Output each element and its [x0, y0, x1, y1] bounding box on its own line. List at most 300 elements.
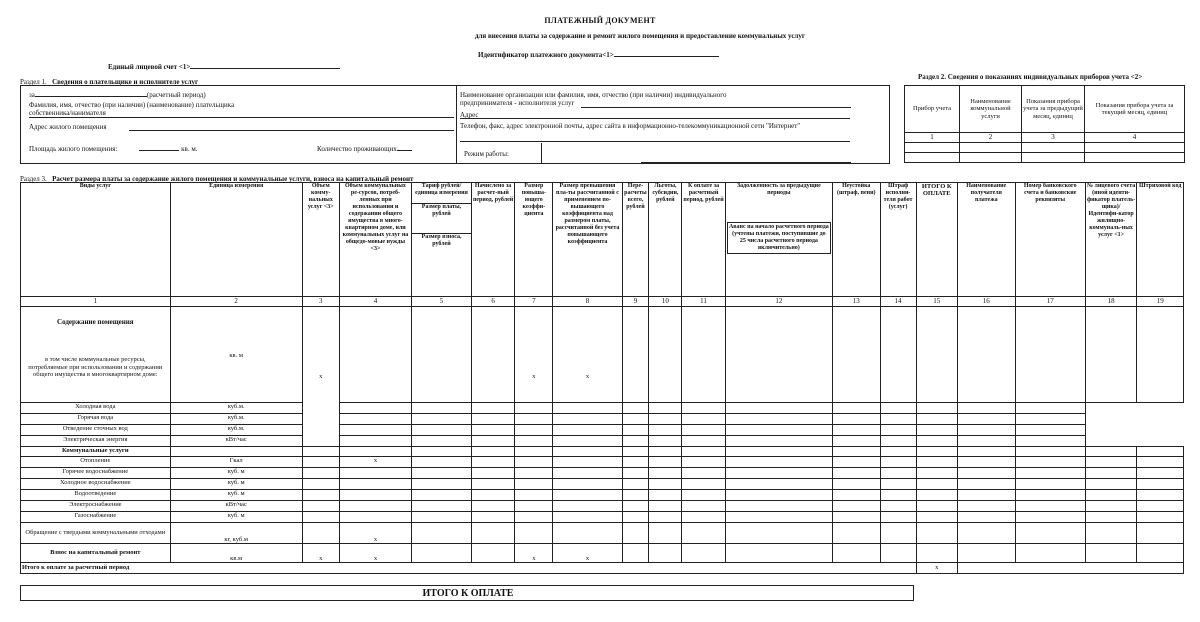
utility-row — [21, 479, 1184, 490]
cell — [302, 447, 339, 457]
cell — [515, 447, 553, 457]
cell — [1085, 468, 1137, 479]
s2-header-service: Наименование коммунальной услуги — [960, 86, 1022, 133]
section2-caption: Раздел 2. Сведения о показаниях индивидуальных приборов учета <2> — [918, 73, 1143, 81]
cell — [880, 523, 916, 544]
payment-identifier-label: Идентификатор платежного документа<1> — [478, 51, 614, 59]
cell — [471, 447, 514, 457]
cell — [412, 436, 472, 447]
cell — [682, 436, 725, 447]
cell — [833, 512, 880, 523]
cell — [515, 436, 553, 447]
h-accrued: Начислено за расчет-ный период, рублей — [471, 183, 514, 297]
cell — [880, 490, 916, 501]
work-hours: Режим работы: — [464, 150, 509, 158]
sub-row-unit: куб.м. — [170, 425, 302, 436]
section3-num: Раздел 3. — [20, 175, 47, 183]
cell — [880, 414, 916, 425]
cell — [622, 544, 649, 563]
cell — [682, 479, 725, 490]
cell — [515, 403, 553, 414]
section3-title: Расчет размера платы за содержание жилого помещения и коммунальные услуги, взноса на капитальный ремонт — [52, 175, 414, 183]
s2-cell — [1022, 153, 1085, 163]
cell — [957, 501, 1015, 512]
cell — [1015, 457, 1085, 468]
cell — [1015, 544, 1085, 563]
cell — [916, 436, 957, 447]
cell — [682, 447, 725, 457]
cell — [412, 447, 472, 457]
h-debt: Задолженность за предыдущие периоды — [725, 183, 832, 204]
cell — [515, 501, 553, 512]
cell — [553, 403, 622, 414]
maintenance-c3-x: x — [319, 373, 323, 380]
cell — [1137, 307, 1184, 403]
cell — [957, 523, 1015, 544]
cell — [833, 403, 880, 414]
h-tariff: Тариф рублей/единица измерения — [412, 183, 472, 204]
h-unit: Единица измерения — [170, 183, 302, 297]
cell — [622, 479, 649, 490]
cell — [1015, 447, 1085, 457]
s2-header-curr: Показания прибора учета за текущий месяц, единиц — [1085, 86, 1185, 133]
area-unit: кв. м. — [181, 145, 198, 153]
cell — [682, 512, 725, 523]
cell — [302, 523, 339, 544]
cell — [302, 457, 339, 468]
cell — [412, 501, 472, 512]
address-line — [129, 130, 454, 131]
cell — [833, 501, 880, 512]
cell — [880, 457, 916, 468]
col-num: 3 — [302, 297, 339, 307]
col-num: 16 — [957, 297, 1015, 307]
cell — [412, 479, 472, 490]
cell — [339, 447, 411, 457]
col-num: 10 — [649, 297, 682, 307]
cell — [916, 501, 957, 512]
cell — [880, 544, 916, 563]
cell — [649, 501, 682, 512]
cell — [471, 468, 514, 479]
cell — [682, 307, 725, 403]
cell — [880, 436, 916, 447]
cell — [339, 425, 411, 436]
s2-cell — [1085, 153, 1185, 163]
maintenance-title: Содержание помещения — [57, 318, 134, 326]
cell — [622, 436, 649, 447]
sub-row-unit: кВт/час — [170, 436, 302, 447]
period-label: (расчетный период) — [146, 91, 206, 99]
utility-c4 — [339, 490, 411, 501]
utility-unit: куб. м — [170, 490, 302, 501]
cell — [471, 523, 514, 544]
cell — [725, 457, 832, 468]
cell — [471, 512, 514, 523]
cell — [833, 457, 880, 468]
cell — [1137, 490, 1184, 501]
cell — [957, 436, 1015, 447]
cell — [649, 490, 682, 501]
org-address: Адрес — [460, 111, 479, 119]
work-hours-divider — [541, 143, 542, 163]
cell — [1015, 523, 1085, 544]
h-advance — [725, 204, 832, 297]
h-bank: Номер банковского счета и банковские реквизиты — [1015, 183, 1085, 297]
cell — [412, 490, 472, 501]
cell — [412, 307, 472, 403]
document-subtitle: для внесения платы за содержание и ремонт жилого помещения и предоставление коммунальных услуг — [474, 32, 806, 40]
cell — [622, 468, 649, 479]
cell — [880, 512, 916, 523]
h-common-volume: Объем коммунальных ре-сурсов, потреб-ленных при использовании и содержании общего имущества в много-квартирном доме, или коммунальных услуг на общедо-мовые нужды <3> — [339, 183, 411, 297]
work-hours-line — [641, 162, 851, 163]
period-line — [29, 91, 206, 99]
cell — [649, 436, 682, 447]
org-contacts-line — [460, 141, 850, 142]
cell — [682, 501, 725, 512]
col-num: 1 — [21, 297, 171, 307]
cell — [1085, 479, 1137, 490]
cell — [1137, 457, 1184, 468]
cell — [553, 447, 622, 457]
capital-c3: x — [302, 544, 339, 563]
s2-header-prev: Показания прибора учета за предыдущий месяц, единиц — [1022, 86, 1085, 133]
cell — [515, 490, 553, 501]
h-account-id: № лицевого счета (иной иденти-фикатор платель-щика)/ Идентифи-катор жилищно-коммуналь-ных услуг <1> — [1085, 183, 1137, 297]
cell — [1137, 512, 1184, 523]
col-num: 6 — [471, 297, 514, 307]
h-tariff-payment: Размер платы, рублей — [412, 204, 472, 234]
s2-num-3: 3 — [1022, 133, 1085, 143]
cell — [622, 512, 649, 523]
utility-unit: куб. м — [170, 468, 302, 479]
cell — [957, 425, 1015, 436]
grand-total-bar — [20, 585, 914, 601]
cell — [916, 457, 957, 468]
cell — [1085, 490, 1137, 501]
payment-identifier — [478, 51, 719, 59]
cell — [553, 479, 622, 490]
cell — [682, 544, 725, 563]
cell — [725, 468, 832, 479]
cell — [649, 457, 682, 468]
utility-name: Горячее водоснабжение — [21, 468, 171, 479]
utility-unit: кВт/час — [170, 501, 302, 512]
s2-cell — [905, 153, 960, 163]
sub-row-name: Горячая вода — [21, 414, 171, 425]
cell — [916, 479, 957, 490]
cell — [1085, 523, 1137, 544]
cell — [725, 425, 832, 436]
col-num: 14 — [880, 297, 916, 307]
cell — [880, 501, 916, 512]
h-volume: Объем комму-нальных услуг <3> — [302, 183, 339, 297]
cell — [682, 523, 725, 544]
utility-unit: Гкал — [170, 457, 302, 468]
cell — [725, 403, 832, 414]
cell — [1137, 447, 1184, 457]
cell — [957, 457, 1015, 468]
cell — [1015, 307, 1085, 403]
cell — [957, 403, 1015, 414]
cell — [553, 512, 622, 523]
cell — [471, 501, 514, 512]
cell — [880, 403, 916, 414]
document-title: ПЛАТЕЖНЫЙ ДОКУМЕНТ — [544, 16, 656, 25]
cell — [916, 490, 957, 501]
maintenance-desc: в том числе коммунальные ресурсы, потребляемые при использовании и содержании общего имущества в многоквартирном доме: — [28, 356, 163, 379]
col-num: 7 — [515, 297, 553, 307]
cell — [833, 468, 880, 479]
h-excess: Размер превышения пла-ты рассчитанной с применением по-вышающего коэффициента над размером платы, рассчитанной без учета повышающего коэффициента — [553, 183, 622, 297]
cell — [1015, 414, 1085, 425]
s2-num-1: 1 — [905, 133, 960, 143]
cell — [649, 479, 682, 490]
s2-num-2: 2 — [960, 133, 1022, 143]
sub-row-name: Холодная вода — [21, 403, 171, 414]
section3-table — [20, 182, 1184, 574]
cell — [553, 414, 622, 425]
cell — [622, 457, 649, 468]
col-num: 4 — [339, 297, 411, 307]
cell — [725, 544, 832, 563]
h-recalc: Пере-расчеты всего, рублей — [622, 183, 649, 297]
sub-row-name: Электрическая энергия — [21, 436, 171, 447]
h-advance-label: Аванс на начало расчетного периода (учтены платежи, поступившие до 25 числа расчетного периода включительно) — [727, 222, 831, 254]
sub-row-unit: куб.м. — [170, 414, 302, 425]
cell — [957, 490, 1015, 501]
cell — [302, 512, 339, 523]
total-period-mark: x — [916, 563, 957, 574]
cell — [1015, 512, 1085, 523]
cell — [412, 457, 472, 468]
cell — [302, 501, 339, 512]
maintenance-c3 — [302, 307, 339, 447]
section1-title: Сведения о плательщике и исполнителе услуг — [52, 78, 199, 86]
org-line — [581, 107, 851, 108]
cell — [833, 544, 880, 563]
cell — [957, 414, 1015, 425]
cell — [622, 414, 649, 425]
section1-divider — [456, 86, 457, 163]
cell — [412, 414, 472, 425]
col-num: 12 — [725, 297, 832, 307]
cell — [957, 447, 1015, 457]
cell — [553, 425, 622, 436]
maintenance-row — [21, 307, 1184, 403]
cell — [649, 523, 682, 544]
col-num: 19 — [1137, 297, 1184, 307]
cell — [1085, 501, 1137, 512]
utility-row — [21, 457, 1184, 468]
cell — [725, 414, 832, 425]
h-total: ИТОГО К ОПЛАТЕ — [916, 183, 957, 297]
cell — [515, 414, 553, 425]
h-to-pay: К оплате за расчетный период, рублей — [682, 183, 725, 297]
cell — [1015, 425, 1085, 436]
cell — [916, 447, 957, 457]
cell — [916, 307, 957, 403]
total-period-row — [21, 563, 1184, 574]
total-period-label: Итого к оплате за расчетный период — [21, 563, 917, 574]
cell — [725, 436, 832, 447]
utility-c4 — [339, 501, 411, 512]
h-tariff-contribution: Размер взноса, рублей — [412, 234, 472, 297]
utility-unit: кг, куб.м — [170, 523, 302, 544]
sub-row-unit: куб.м. — [170, 403, 302, 414]
cell — [1085, 544, 1137, 563]
cell — [622, 490, 649, 501]
capital-name: Взнос на капитальный ремонт — [21, 544, 171, 563]
cell — [1015, 501, 1085, 512]
cell — [471, 490, 514, 501]
col-num: 9 — [622, 297, 649, 307]
single-account-label: Единый лицевой счет <1> — [108, 63, 191, 71]
capital-c7: x — [515, 544, 553, 563]
cell — [412, 544, 472, 563]
cell — [957, 479, 1015, 490]
cell — [553, 457, 622, 468]
cell — [649, 447, 682, 457]
sub-row — [21, 436, 1184, 447]
utility-name: Газоснабжение — [21, 512, 171, 523]
capital-c8: x — [553, 544, 622, 563]
h-service-type: Виды услуг — [21, 183, 171, 297]
utility-unit: куб. м — [170, 479, 302, 490]
cell — [515, 523, 553, 544]
cell — [833, 436, 880, 447]
col-num: 8 — [553, 297, 622, 307]
cell — [649, 425, 682, 436]
cell — [622, 501, 649, 512]
utility-unit: куб. м — [170, 512, 302, 523]
za-label: за — [29, 91, 35, 99]
capital-row — [21, 544, 1184, 563]
cell — [1015, 403, 1085, 414]
cell — [649, 307, 682, 403]
sub-row — [21, 425, 1184, 436]
cell — [1085, 307, 1137, 403]
utility-c4 — [339, 479, 411, 490]
cell — [833, 523, 880, 544]
utility-c4: x — [339, 457, 411, 468]
cell — [916, 403, 957, 414]
cell — [725, 523, 832, 544]
h-recipient: Наименование получателя платежа — [957, 183, 1015, 297]
cell — [471, 436, 514, 447]
cell — [622, 403, 649, 414]
cell — [622, 425, 649, 436]
cell — [339, 414, 411, 425]
col-num: 5 — [412, 297, 472, 307]
area-label: Площадь жилого помещения: — [29, 145, 118, 153]
cell — [880, 425, 916, 436]
cell — [682, 425, 725, 436]
cell — [649, 544, 682, 563]
cell — [553, 501, 622, 512]
maintenance-cell — [21, 307, 171, 403]
owner-line — [29, 117, 454, 118]
maintenance-c7: x — [515, 307, 553, 403]
cell — [725, 307, 832, 403]
cell — [682, 414, 725, 425]
cell — [725, 490, 832, 501]
cell — [725, 512, 832, 523]
cell — [471, 403, 514, 414]
cell — [957, 544, 1015, 563]
cell — [339, 403, 411, 414]
section2-table — [904, 85, 1185, 163]
cell — [957, 468, 1015, 479]
cell — [649, 512, 682, 523]
cell — [339, 436, 411, 447]
cell — [339, 307, 411, 403]
cell — [1085, 512, 1137, 523]
cell — [412, 512, 472, 523]
cell — [553, 523, 622, 544]
cell — [515, 457, 553, 468]
cell — [553, 468, 622, 479]
cell — [916, 512, 957, 523]
s2-cell — [905, 143, 960, 153]
s2-cell — [960, 143, 1022, 153]
cell — [833, 490, 880, 501]
utility-name: Электроснабжение — [21, 501, 171, 512]
cell — [916, 425, 957, 436]
h-fine: Штраф исполни-теля работ (услуг) — [880, 183, 916, 297]
cell — [1137, 468, 1184, 479]
cell — [553, 490, 622, 501]
cell — [682, 457, 725, 468]
cell — [622, 523, 649, 544]
s2-header-meter: Прибор учета — [905, 86, 960, 133]
cell — [515, 479, 553, 490]
cell — [170, 447, 302, 457]
cell — [880, 479, 916, 490]
cell — [471, 425, 514, 436]
cell — [1015, 436, 1085, 447]
cell — [1137, 523, 1184, 544]
section1-num: Раздел 1. — [20, 78, 47, 86]
s2-cell — [960, 153, 1022, 163]
utility-row — [21, 468, 1184, 479]
h-penalty: Неустойка (штраф, пени) — [833, 183, 880, 297]
residents-label: Количество проживающих — [317, 145, 397, 153]
cell — [649, 414, 682, 425]
maintenance-unit: кв. м — [170, 307, 302, 403]
cell — [880, 307, 916, 403]
cell — [471, 457, 514, 468]
cell — [412, 403, 472, 414]
cell — [515, 468, 553, 479]
col-num: 11 — [682, 297, 725, 307]
col-num: 17 — [1015, 297, 1085, 307]
area-field — [29, 145, 198, 153]
cell — [622, 447, 649, 457]
h-coefficient: Размер повыша-ющего коэффи-циента — [515, 183, 553, 297]
utility-row — [21, 523, 1184, 544]
cell — [302, 468, 339, 479]
s2-cell — [1022, 143, 1085, 153]
cell — [649, 468, 682, 479]
cell — [1137, 479, 1184, 490]
utilities-title-row — [21, 447, 1184, 457]
utility-name: Отопление — [21, 457, 171, 468]
sub-row — [21, 403, 1184, 414]
cell — [649, 403, 682, 414]
cell — [957, 512, 1015, 523]
